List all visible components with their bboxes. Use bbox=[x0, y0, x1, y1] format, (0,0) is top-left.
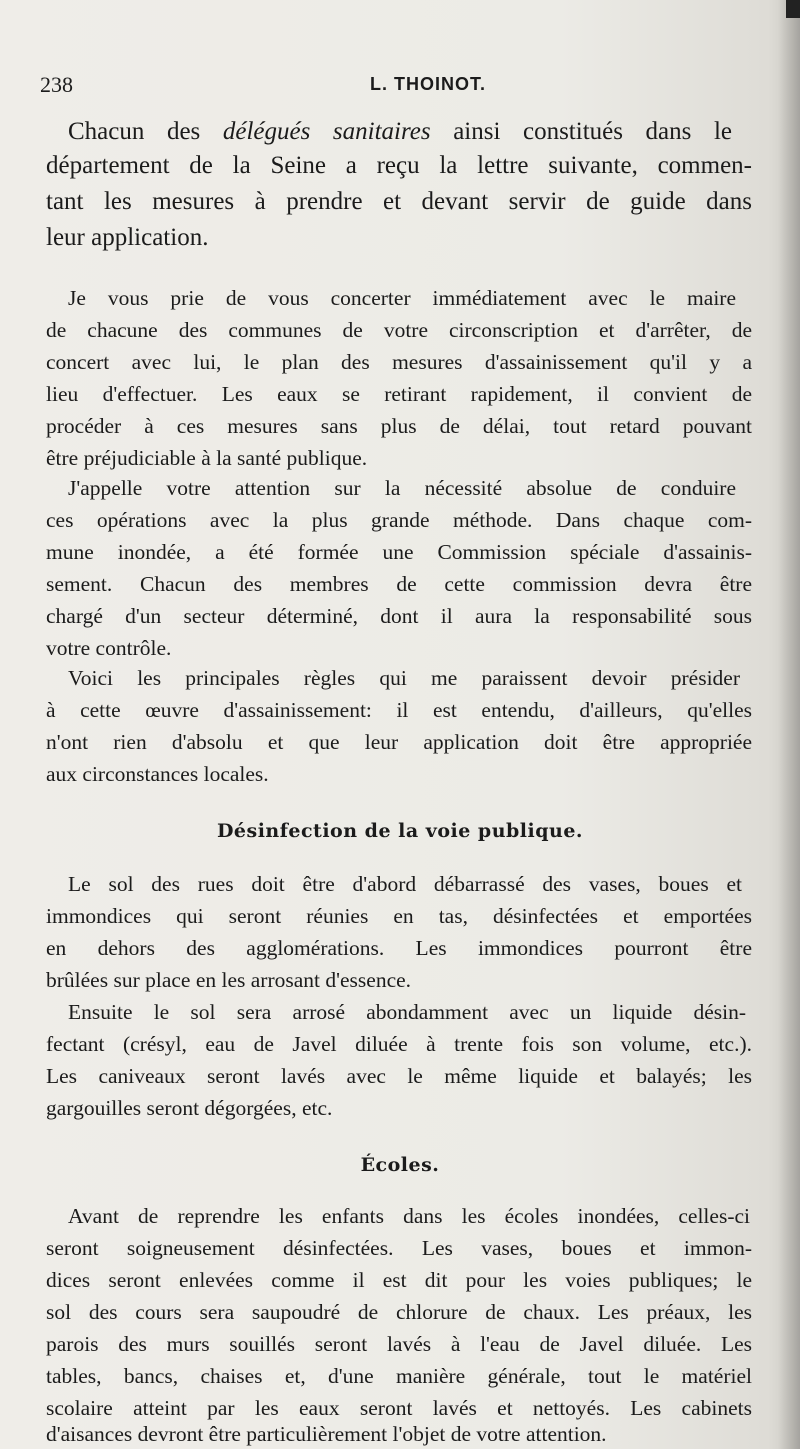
section1-p1-line-4: brûlées sur place en les arrosant d'essence. bbox=[46, 968, 412, 992]
section-heading-voie-publique: Désinfection de la voie publique. bbox=[216, 820, 584, 842]
page-corner-mark bbox=[786, 0, 800, 18]
letter-p1-line-1: Je vous prie de vous concerter immédiatement avec le maire bbox=[68, 286, 736, 310]
page-number: 238 bbox=[40, 72, 73, 97]
section2-p1-line-7: scolaire atteint par les eaux seront lavés et nettoyés. Les cabinets bbox=[46, 1396, 752, 1420]
section1-p1-line-2: immondices qui seront réunies en tas, désinfectées et emportées bbox=[46, 904, 752, 928]
section2-p1-line-1: Avant de reprendre les enfants dans les écoles inondées, celles-ci bbox=[68, 1204, 750, 1228]
letter-p1-line-5: procéder à ces mesures sans plus de délai, tout retard pouvant bbox=[46, 414, 752, 438]
section1-p1-line-1: Le sol des rues doit être d'abord débarrassé des vases, boues et bbox=[68, 872, 742, 896]
letter-p3-line-1: Voici les principales règles qui me paraissent devoir présider bbox=[68, 666, 740, 690]
intro-line-3: tant les mesures à prendre et devant servir de guide dans bbox=[46, 188, 752, 215]
letter-p3-line-3: n'ont rien d'absolu et que leur application doit être appropriée bbox=[46, 730, 752, 754]
intro-line-1 bbox=[68, 118, 732, 146]
section1-p2-line-1: Ensuite le sol sera arrosé abondamment avec un liquide désin- bbox=[68, 1000, 746, 1024]
letter-p2-line-1: J'appelle votre attention sur la nécessité absolue de conduire bbox=[68, 476, 736, 500]
page-header bbox=[40, 72, 760, 102]
letter-p3-line-2: à cette œuvre d'assainissement: il est entendu, d'ailleurs, qu'elles bbox=[46, 698, 752, 722]
intro-line-4: leur application. bbox=[46, 224, 209, 251]
letter-p2-line-3: mune inondée, a été formée une Commission spéciale d'assainis- bbox=[46, 540, 752, 564]
section1-p2-line-2: fectant (crésyl, eau de Javel diluée à trente fois son volume, etc.). bbox=[46, 1032, 752, 1056]
page-edge-shadow bbox=[778, 0, 800, 1449]
section1-p1-line-3: en dehors des agglomérations. Les immondices pourront être bbox=[46, 936, 752, 960]
section1-p2-line-3: Les caniveaux seront lavés avec le même liquide et balayés; les bbox=[46, 1064, 752, 1088]
section-heading-ecoles: Écoles. bbox=[360, 1154, 440, 1176]
section2-p1-line-4: sol des cours sera saupoudré de chlorure de chaux. Les préaux, les bbox=[46, 1300, 752, 1324]
letter-p3-line-4: aux circonstances locales. bbox=[46, 762, 269, 786]
letter-p2-line-2: ces opérations avec la plus grande méthode. Dans chaque com- bbox=[46, 508, 752, 532]
section2-p1-line-2: seront soigneusement désinfectées. Les vases, boues et immon- bbox=[46, 1236, 752, 1260]
letter-p1-line-4: lieu d'effectuer. Les eaux se retirant rapidement, il convient de bbox=[46, 382, 752, 406]
letter-p1-line-2: de chacune des communes de votre circonscription et d'arrêter, de bbox=[46, 318, 752, 342]
letter-p1-line-3: concert avec lui, le plan des mesures d'assainissement qu'il y a bbox=[46, 350, 752, 374]
intro-line-1-start: Chacun des bbox=[68, 118, 223, 145]
letter-p2-line-4: sement. Chacun des membres de cette commission devra être bbox=[46, 572, 752, 596]
letter-p1-line-6: être préjudiciable à la santé publique. bbox=[46, 446, 368, 470]
intro-line-1-end: ainsi constitués dans le bbox=[430, 118, 733, 145]
section2-p1-line-6: tables, bancs, chaises et, d'une manière générale, tout le matériel bbox=[46, 1364, 752, 1388]
intro-emphasis: délégués sanitaires bbox=[222, 118, 431, 145]
running-head: L. THOINOT. bbox=[370, 74, 486, 94]
letter-p2-line-6: votre contrôle. bbox=[46, 636, 172, 660]
section2-p1-line-3: dices seront enlevées comme il est dit pour les voies publiques; le bbox=[46, 1268, 752, 1292]
letter-p2-line-5: chargé d'un secteur déterminé, dont il aura la responsabilité sous bbox=[46, 604, 752, 628]
section2-p1-line-5: parois des murs souillés seront lavés à l'eau de Javel diluée. Les bbox=[46, 1332, 752, 1356]
section1-p2-line-4: gargouilles seront dégorgées, etc. bbox=[46, 1096, 333, 1120]
intro-line-2: département de la Seine a reçu la lettre suivante, commen- bbox=[46, 152, 752, 179]
section2-p1-line-8: d'aisances devront être particulièrement l'objet de votre attention. bbox=[46, 1422, 607, 1446]
